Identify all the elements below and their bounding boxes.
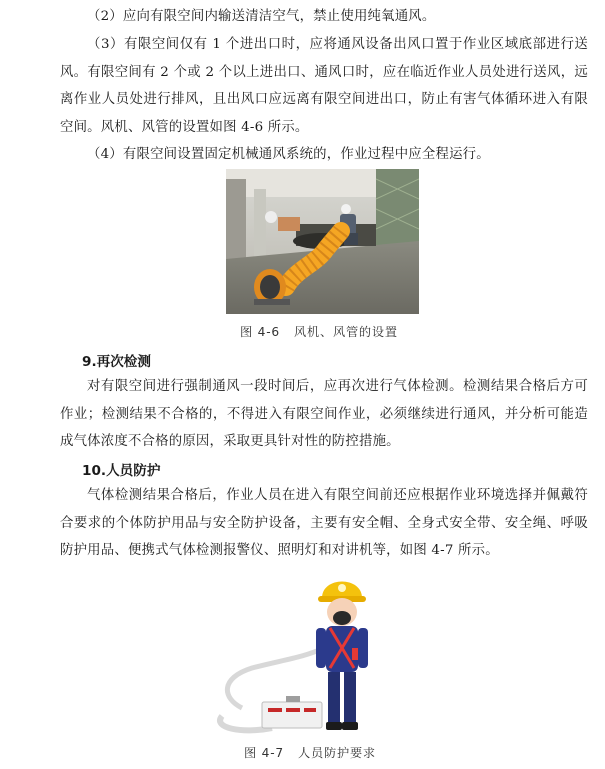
section-10-heading: 10.人员防护: [82, 463, 161, 479]
figure-label: 图 4-6: [240, 325, 280, 339]
figure-4-7-caption: [244, 744, 376, 761]
section-10-body: 气体检测结果合格后，作业人员在进入有限空间前还应根据作业环境选择并佩戴符合要求的个体防护用品与安全防护设备，主要有安全帽、全身式安全带、安全绳、呼吸防护用品、便携式气体检测报警仪、照明灯和对讲机等，如图 4-7 所示。: [60, 488, 588, 558]
air-supply-box-icon: [262, 696, 322, 728]
protected-worker-drawing: [212, 568, 412, 740]
section-9-heading: 9.再次检测: [82, 354, 151, 370]
headlamp-icon: [338, 584, 346, 592]
figure-caption-text: 风机、风管的设置: [294, 325, 398, 339]
paragraph-item-4: （4）有限空间设置固定机械通风系统的，作业过程中应全程运行。: [87, 147, 490, 162]
respirator-mask-icon: [333, 611, 351, 625]
paragraph-item-2: （2）应向有限空间内输送清洁空气，禁止使用纯氧通风。: [87, 9, 436, 24]
figure-caption-text: 人员防护要求: [298, 746, 376, 760]
air-hose: [227, 648, 324, 708]
protection-illustration: [212, 568, 412, 740]
section-9-body: 对有限空间进行强制通风一段时间后，应再次进行气体检测。检测结果合格后方可作业；检测结果不合格的，不得进入有限空间作业，必须继续进行通风，并分析可能造成气体浓度不合格的原因，采取更具针对性的防控措施。: [60, 379, 588, 449]
paragraph-item-3: （3）有限空间仅有 1 个进出口时，应将通风设备出风口置于作业区域底部进行送风。有限空间有 2 个或 2 个以上进出口、通风口时，应在临近作业人员处进行送风，远离作业人员处进行排风，且出风口应远离有限空间进出口，防止有害气体循环进入有限空间。风机、风管的设置如图 4-6 所示。: [60, 37, 588, 135]
worker-icon: [316, 582, 368, 731]
fan-duct-illustration: [226, 169, 419, 314]
fan-duct-photo: [226, 169, 419, 314]
figure-4-6-caption: [240, 323, 398, 340]
figure-label: 图 4-7: [244, 746, 284, 760]
